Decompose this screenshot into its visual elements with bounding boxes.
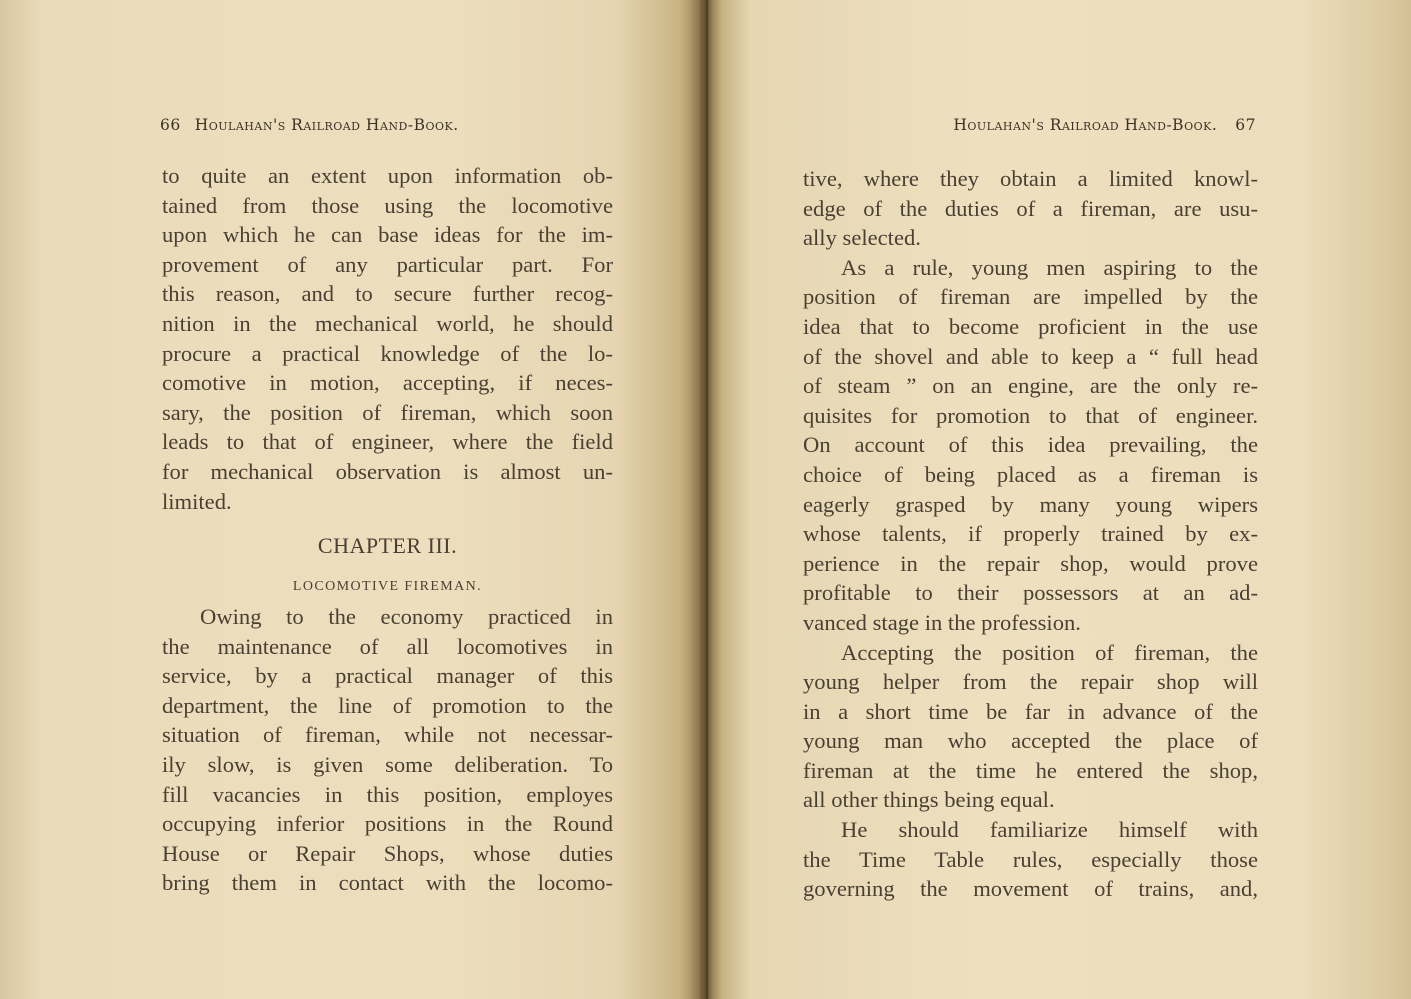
text-line: for mechanical observation is almost un-: [162, 458, 613, 484]
text-line: tive, where they obtain a limited knowl-: [803, 166, 1258, 191]
text-line: fireman at the time he entered the shop,: [803, 757, 1258, 783]
book-gutter-line: [706, 0, 708, 999]
text-line: all other things being equal.: [803, 787, 1055, 813]
text-line: idea that to become proficient in the use: [803, 313, 1258, 339]
text-line: profitable to their possessors at an ad-: [803, 580, 1258, 606]
left-page-number: 66: [160, 116, 181, 134]
text-line: this reason, and to secure further recog-: [162, 281, 613, 307]
text-line: in a short time be far in advance of the: [803, 698, 1258, 724]
chapter-subheading: LOCOMOTIVE FIREMAN.: [292, 579, 483, 594]
text-line: provement of any particular part. For: [162, 251, 613, 277]
text-line: whose talents, if properly trained by ex-: [803, 521, 1258, 547]
left-paragraph-1: [162, 161, 613, 516]
right-page: [700, 0, 1411, 999]
text-line: As a rule, young men aspiring to the: [841, 254, 1258, 280]
text-line: sary, the position of fireman, which soon: [162, 399, 613, 425]
text-line: He should familiarize himself with: [841, 817, 1258, 843]
text-line: upon which he can base ideas for the im-: [162, 222, 613, 248]
text-line: of the shovel and able to keep a “ full head: [803, 343, 1258, 369]
right-running-title: Houlahan's Railroad Hand-Book.: [953, 116, 1218, 134]
text-line: position of fireman are impelled by the: [803, 284, 1258, 310]
text-line: quisites for promotion to that of engineer.: [803, 402, 1258, 428]
text-line: governing the movement of trains, and,: [803, 876, 1258, 902]
text-line: ally selected.: [803, 225, 921, 251]
text-line: situation of fireman, while not necessar-: [162, 722, 613, 748]
text-line: ily slow, is given some deliberation. To: [162, 751, 613, 777]
text-line: the maintenance of all locomotives in: [162, 633, 613, 659]
text-line: Owing to the economy practiced in: [200, 604, 613, 629]
text-line: bring them in contact with the locomo-: [162, 870, 613, 896]
text-line: procure a practical knowledge of the lo-: [162, 340, 613, 366]
left-running-head: [160, 116, 459, 134]
text-line: House or Repair Shops, whose duties: [162, 840, 613, 866]
text-line: nition in the mechanical world, he should: [162, 310, 613, 336]
text-line: On account of this idea prevailing, the: [803, 432, 1258, 458]
text-line: to quite an extent upon information ob-: [162, 163, 613, 188]
text-line: leads to that of engineer, where the field: [162, 429, 613, 455]
text-line: young man who accepted the place of: [803, 728, 1258, 754]
text-line: tained from those using the locomotive: [162, 192, 613, 218]
right-page-number: 67: [1235, 116, 1256, 134]
text-line: eagerly grasped by many young wipers: [803, 491, 1258, 517]
chapter-heading: CHAPTER III.: [317, 533, 458, 558]
left-running-title: Houlahan's Railroad Hand-Book.: [194, 116, 459, 134]
text-line: perience in the repair shop, would prove: [803, 550, 1258, 576]
text-line: comotive in motion, accepting, if neces-: [162, 370, 613, 396]
text-line: young helper from the repair shop will: [803, 669, 1258, 695]
text-line: edge of the duties of a fireman, are usu-: [803, 195, 1258, 221]
text-line: choice of being placed as a fireman is: [803, 461, 1258, 487]
text-line: the Time Table rules, especially those: [803, 846, 1258, 872]
left-paragraph-2: [162, 602, 613, 898]
text-line: Accepting the position of fireman, the: [841, 639, 1258, 665]
text-line: of steam ” on an engine, are the only re-: [803, 373, 1258, 399]
right-running-head: [953, 116, 1256, 134]
text-line: department, the line of promotion to the: [162, 692, 613, 718]
text-line: vanced stage in the profession.: [803, 609, 1081, 635]
right-body-text: [803, 164, 1258, 904]
text-line: limited.: [162, 488, 232, 514]
text-line: fill vacancies in this position, employes: [162, 781, 613, 807]
text-line: service, by a practical manager of this: [162, 663, 613, 689]
text-line: occupying inferior positions in the Round: [162, 811, 613, 837]
left-page: [0, 0, 700, 999]
